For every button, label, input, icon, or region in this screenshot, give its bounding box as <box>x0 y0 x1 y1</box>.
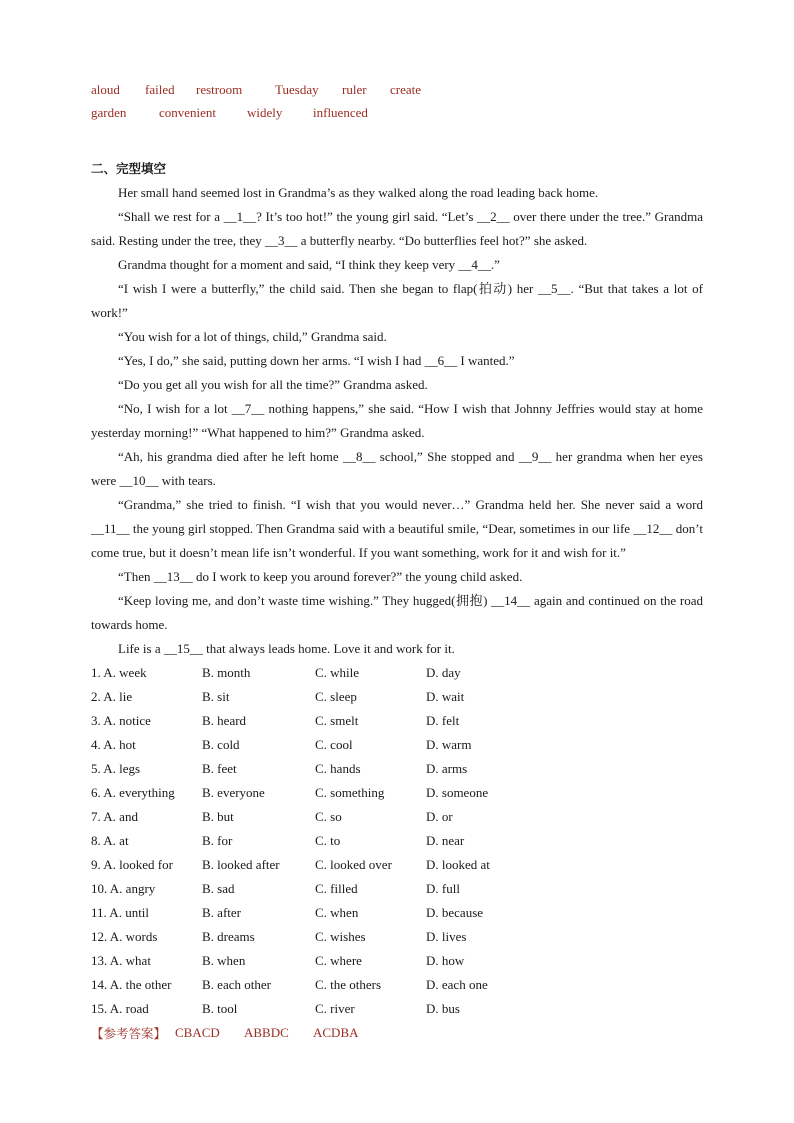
option-choice: 15. A. road <box>91 1001 149 1016</box>
passage <box>91 181 703 661</box>
option-row <box>91 877 703 901</box>
word-bank-item: ruler <box>342 81 367 97</box>
passage-paragraph: “Do you get all you wish for all the time?” Grandma asked. <box>118 377 428 392</box>
word-bank <box>91 78 703 124</box>
option-choice: 10. A. angry <box>91 881 156 896</box>
option-choice: C. so <box>315 809 342 824</box>
option-choice: 11. A. until <box>91 905 150 920</box>
option-choice: 2. A. lie <box>91 689 133 704</box>
passage-paragraph: “Keep loving me, and don’t waste time wishing.” They hugged(拥抱) __14__ again and continued on the road towards home. <box>91 593 703 632</box>
option-choice: C. smelt <box>315 713 359 728</box>
option-row <box>91 949 703 973</box>
option-choice: B. looked after <box>202 857 280 872</box>
option-choice: 1. A. week <box>91 665 147 680</box>
option-row <box>91 853 703 877</box>
passage-paragraph: “No, I wish for a lot __7__ nothing happens,” she said. “How I wish that Johnny Jeffries would stay at home yesterday morning!” “What happened to him?” Grandma asked. <box>91 401 703 440</box>
passage-paragraph: “Yes, I do,” she said, putting down her arms. “I wish I had __6__ I wanted.” <box>118 353 515 368</box>
passage-paragraph: Life is a __15__ that always leads home. Love it and work for it. <box>118 641 455 656</box>
option-row <box>91 709 703 733</box>
answer-group: ACDBA <box>313 1025 359 1040</box>
word-bank-row-1 <box>91 78 703 101</box>
option-choice: D. because <box>426 905 484 920</box>
option-choice: B. tool <box>202 1001 238 1016</box>
option-row <box>91 901 703 925</box>
word-bank-item: create <box>390 81 422 97</box>
option-choice: 7. A. and <box>91 809 138 824</box>
option-choice: D. bus <box>426 1001 460 1016</box>
option-row <box>91 661 703 685</box>
option-choice: B. month <box>202 665 251 680</box>
option-choice: C. something <box>315 785 385 800</box>
option-choice: 12. A. words <box>91 929 158 944</box>
option-choice: 4. A. hot <box>91 737 136 752</box>
passage-paragraph: “You wish for a lot of things, child,” Grandma said. <box>118 329 387 344</box>
option-choice: B. heard <box>202 713 247 728</box>
passage-paragraph: “Then __13__ do I work to keep you around forever?” the young child asked. <box>118 569 523 584</box>
option-choice: C. looked over <box>315 857 392 872</box>
option-row <box>91 781 703 805</box>
answer-label: 【参考答案】 <box>91 1026 167 1041</box>
option-choice: B. after <box>202 905 241 920</box>
option-choice: D. wait <box>426 689 465 704</box>
word-bank-row-2 <box>91 101 703 124</box>
option-choice: C. while <box>315 665 360 680</box>
option-choice: 9. A. looked for <box>91 857 173 872</box>
option-choice: B. dreams <box>202 929 255 944</box>
option-choice: C. where <box>315 953 362 968</box>
options-list <box>91 661 703 1021</box>
word-bank-item: garden <box>91 104 127 120</box>
option-choice: B. feet <box>202 761 237 776</box>
passage-paragraph: “Shall we rest for a __1__? It’s too hot!” the young girl said. “Let’s __2__ over there under the tree.” Grandma said. Resting under the tree, they __3__ a butterfly nearby. “Do butterflies feel hot?” she asked. <box>91 209 703 248</box>
option-row <box>91 925 703 949</box>
option-choice: D. or <box>426 809 453 824</box>
option-choice: D. looked at <box>426 857 490 872</box>
passage-paragraph: Her small hand seemed lost in Grandma’s as they walked along the road leading back home. <box>118 185 599 200</box>
passage-paragraph: Grandma thought for a moment and said, “I think they keep very __4__.” <box>118 257 500 272</box>
option-row <box>91 997 703 1021</box>
option-choice: B. but <box>202 809 234 824</box>
option-choice: 14. A. the other <box>91 977 172 992</box>
option-choice: C. when <box>315 905 359 920</box>
option-choice: C. hands <box>315 761 361 776</box>
option-choice: B. sad <box>202 881 235 896</box>
answer-group: CBACD <box>175 1025 220 1040</box>
option-choice: D. someone <box>426 785 489 800</box>
word-bank-item: failed <box>145 81 175 97</box>
option-row <box>91 805 703 829</box>
option-choice: D. felt <box>426 713 460 728</box>
option-choice: D. warm <box>426 737 472 752</box>
option-choice: B. everyone <box>202 785 265 800</box>
document-page <box>91 78 703 1045</box>
option-choice: D. full <box>426 881 460 896</box>
option-choice: C. to <box>315 833 341 848</box>
passage-paragraph: “Grandma,” she tried to finish. “I wish that you would never…” Grandma held her. She never said a word __11__ the young girl stopped. Then Grandma said with a beautiful smile, “Dear, sometimes in our life __12__ don’t come true, but it doesn’t mean life isn’t wonderful. If you want something, work for it and wish for it.” <box>91 497 703 560</box>
option-choice: C. river <box>315 1001 355 1016</box>
option-choice: B. when <box>202 953 246 968</box>
option-choice: C. filled <box>315 881 358 896</box>
option-choice: D. near <box>426 833 465 848</box>
option-choice: D. lives <box>426 929 467 944</box>
option-choice: D. day <box>426 665 461 680</box>
answer-key <box>91 1021 703 1045</box>
option-choice: D. how <box>426 953 465 968</box>
option-choice: B. each other <box>202 977 271 992</box>
option-choice: 8. A. at <box>91 833 129 848</box>
option-choice: 3. A. notice <box>91 713 151 728</box>
option-choice: C. the others <box>315 977 382 992</box>
section-title: 二、完型填空 <box>91 161 167 176</box>
option-row <box>91 829 703 853</box>
passage-paragraph: “Ah, his grandma died after he left home __8__ school,” She stopped and __9__ her grandma when her eyes were __10__ with tears. <box>91 449 703 488</box>
word-bank-item: influenced <box>313 104 368 120</box>
option-choice: 13. A. what <box>91 953 151 968</box>
option-row <box>91 757 703 781</box>
passage-paragraph: “I wish I were a butterfly,” the child said. Then she began to flap(拍动) her __5__. “But that takes a lot of work!” <box>91 281 703 320</box>
option-choice: C. wishes <box>315 929 366 944</box>
option-choice: B. for <box>202 833 233 848</box>
option-row <box>91 685 703 709</box>
word-bank-item: aloud <box>91 81 120 97</box>
option-choice: D. arms <box>426 761 468 776</box>
answer-group: ABBDC <box>244 1025 289 1040</box>
option-choice: 5. A. legs <box>91 761 141 776</box>
option-row <box>91 733 703 757</box>
option-choice: B. sit <box>202 689 230 704</box>
option-choice: C. sleep <box>315 689 357 704</box>
option-choice: D. each one <box>426 977 488 992</box>
option-choice: B. cold <box>202 737 240 752</box>
word-bank-item: Tuesday <box>275 81 319 97</box>
option-choice: C. cool <box>315 737 353 752</box>
word-bank-item: widely <box>247 104 283 120</box>
option-choice: 6. A. everything <box>91 785 175 800</box>
word-bank-item: convenient <box>159 104 217 120</box>
word-bank-item: restroom <box>196 81 243 97</box>
option-row <box>91 973 703 997</box>
